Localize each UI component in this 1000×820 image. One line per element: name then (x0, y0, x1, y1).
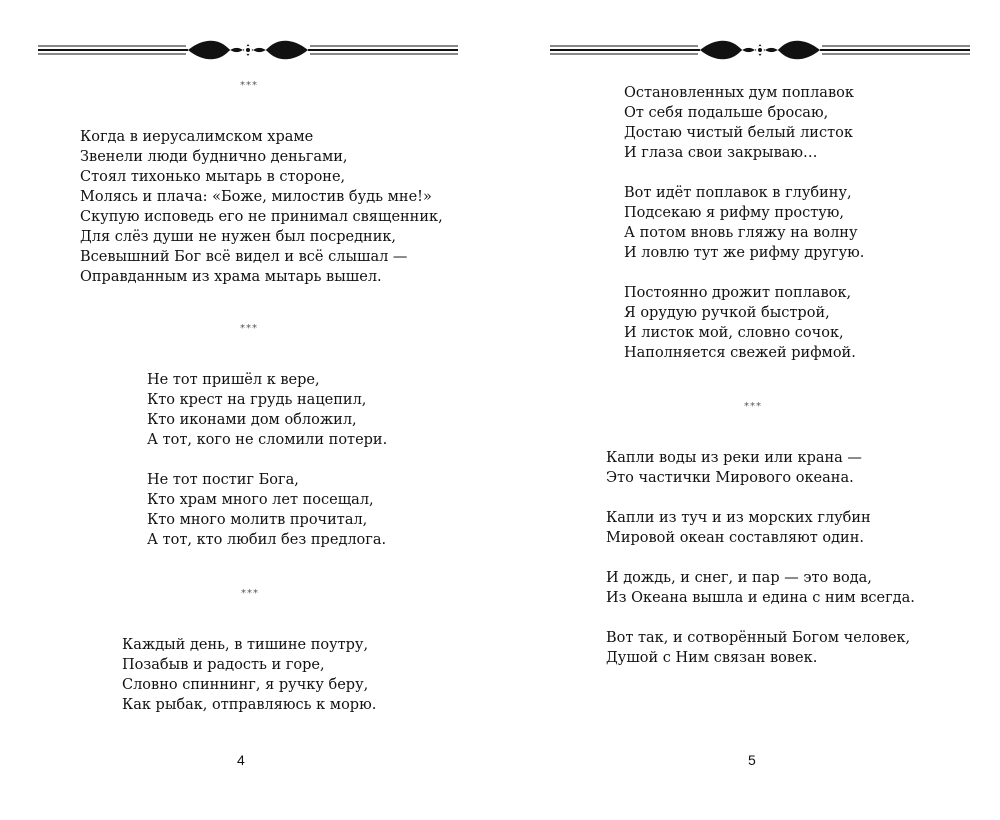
poem-line: Капли воды из реки или крана — (606, 450, 862, 466)
poem-line: Как рыбак, отправляюсь к морю. (122, 697, 377, 713)
poem-line: Оправданным из храма мытарь вышел. (80, 269, 382, 285)
poem-line: Стоял тихонько мытарь в стороне, (80, 169, 346, 185)
flourish-ornament-icon (38, 34, 458, 66)
poem-line: Я орудую ручкой быстрой, (624, 305, 830, 321)
poem-separator: *** (240, 323, 258, 334)
poem-line: И глаза свои закрываю… (624, 145, 818, 161)
poem-line: От себя подальше бросаю, (624, 105, 829, 121)
poem-line: Достаю чистый белый листок (624, 125, 853, 141)
poem-line: И ловлю тут же рифму другую. (624, 245, 865, 261)
poem-line: Словно спиннинг, я ручку беру, (122, 677, 369, 693)
poem-line: Для слёз души не нужен был посредник, (80, 229, 397, 245)
poem-line: Не тот пришёл к вере, (147, 372, 320, 388)
poem-line: Мировой океан составляют один. (606, 530, 864, 546)
poem-line: Всевышний Бог всё видел и всё слышал — (80, 249, 408, 265)
poem-line: Подсекаю я рифму простую, (624, 205, 844, 221)
page-number: 4 (237, 752, 245, 768)
poem-line: Кто храм много лет посещал, (147, 492, 374, 508)
poem-line: А тот, кто любил без предлога. (147, 532, 387, 548)
poem-line: Наполняется свежей рифмой. (624, 345, 856, 361)
poem-line: Вот так, и сотворённый Богом человек, (606, 630, 911, 646)
poem-line: Не тот постиг Бога, (147, 472, 299, 488)
poem-line: Капли из туч и из морских глубин (606, 510, 871, 526)
poem-line: Скупую исповедь его не принимал священник, (80, 209, 443, 225)
poem-line: А тот, кого не сломили потери. (147, 432, 388, 448)
page-number: 5 (748, 752, 756, 768)
poem-line: А потом вновь гляжу на волну (624, 225, 858, 241)
poem-line: Остановленных дум поплавок (624, 85, 854, 101)
flourish-ornament-icon (550, 34, 970, 66)
poem-line: Кто много молитв прочитал, (147, 512, 368, 528)
poem-line: И дождь, и снег, и пар — это вода, (606, 570, 872, 586)
poem-line: Душой с Ним связан вовек. (606, 650, 818, 666)
poem-line: И листок мой, словно сочок, (624, 325, 844, 341)
poem-line: Постоянно дрожит поплавок, (624, 285, 852, 301)
poem-line: Кто иконами дом обложил, (147, 412, 357, 428)
poem-line: Кто крест на грудь нацепил, (147, 392, 367, 408)
poem-line: Молясь и плача: «Боже, милостив будь мне!» (80, 189, 432, 205)
poem-line: Из Океана вышла и едина с ним всегда. (606, 590, 915, 606)
poem-line: Звенели люди буднично деньгами, (80, 149, 348, 165)
poem-line: Позабыв и радость и горе, (122, 657, 325, 673)
poem-line: Каждый день, в тишине поутру, (122, 637, 369, 653)
poem-separator: *** (241, 588, 259, 599)
poem-line: Когда в иерусалимском храме (80, 129, 314, 145)
poem-line: Это частички Мирового океана. (606, 470, 854, 486)
right-page (500, 0, 1000, 820)
poem-separator: *** (240, 80, 258, 91)
poem-separator: *** (744, 401, 762, 412)
poem-line: Вот идёт поплавок в глубину, (624, 185, 852, 201)
